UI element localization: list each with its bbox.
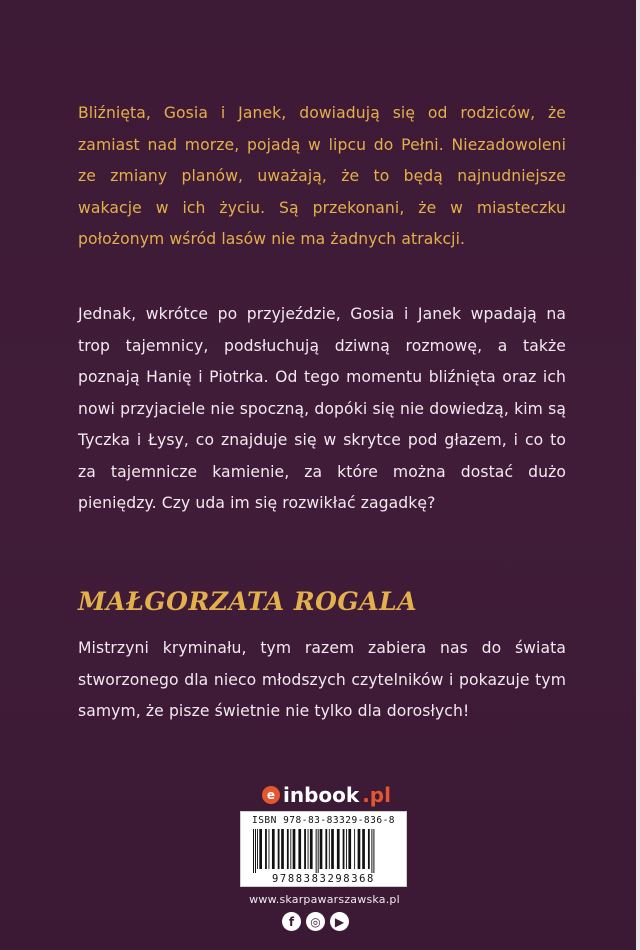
isbn-label: ISBN 978-83-83329-836-8 — [251, 815, 396, 826]
barcode-bar — [346, 829, 347, 869]
isbn-barcode — [240, 811, 407, 887]
publisher-logo-icon: e — [262, 786, 280, 804]
barcode-bar — [290, 829, 291, 869]
barcode-bar — [371, 829, 372, 873]
barcode-bar — [310, 829, 313, 869]
barcode-bar — [331, 829, 334, 869]
barcode-bar — [325, 829, 327, 869]
barcode-bar — [362, 829, 365, 869]
author-name: MAŁGORZATA ROGALA — [78, 587, 418, 616]
social-icons — [282, 912, 349, 931]
barcode-bar — [259, 829, 262, 869]
publisher-website: www.skarpawarszawska.pl — [249, 893, 400, 906]
barcode-bar — [308, 829, 309, 869]
barcode-bar — [337, 829, 340, 869]
barcode-bar — [320, 829, 323, 869]
publisher-logo-text: inbook — [283, 783, 360, 807]
barcode-bar — [287, 829, 289, 869]
barcode-bar — [298, 829, 301, 869]
barcode-bar — [278, 829, 280, 869]
blurb-intro-paragraph: Bliźnięta, Gosia i Janek, dowiadują się od rodziców, że zamiast nad morze, pojadą w lipcu do Pełni. Niezadowoleni ze zmiany planów, uważają, że to będą najnudniejsze wakacje w ich życiu. Są przekonani, że w miasteczku położonym wśród lasów nie ma żadnych atrakcji. — [78, 104, 566, 248]
instagram-icon[interactable]: ◎ — [306, 912, 325, 931]
barcode-bar — [354, 829, 355, 869]
barcode-bar — [318, 829, 319, 873]
facebook-icon[interactable]: f — [282, 912, 301, 931]
barcode-bar — [373, 829, 374, 873]
barcode-bar — [265, 829, 267, 869]
author-description: Mistrzyni kryminału, tym razem zabiera nas do świata stworzonego dla nieco młodszych czytelników i pokazuje tym samym, że pisze świetnie nie tylko dla dorosłych! — [78, 639, 566, 720]
barcode-bar — [253, 829, 254, 873]
blurb-plot-paragraph: Jednak, wkrótce po przyjeździe, Gosia i Janek wpadają na trop tajemnicy, podsłuchują dziwną rozmowę, a także poznają Hanię i Piotrka. Od tego momentu bliźnięta oraz ich nowi przyjaciele nie spoczną, dopóki się nie dowiedzą, kim są Tyczka i Łysy, co znajduje się w skrytce pod głazem, i co to za tajemnicze kamienie, za które można dostać dużo pieniędzy. Czy uda im się rozwikłać zagadkę? — [78, 305, 566, 512]
publisher-logo — [262, 783, 391, 807]
barcode-bar — [257, 829, 258, 869]
barcode-bar — [269, 829, 270, 869]
scan-edge — [636, 0, 640, 950]
barcode-bar — [293, 829, 296, 869]
barcode-bar — [304, 829, 306, 869]
barcode-bar — [272, 829, 275, 869]
barcode-bar — [343, 829, 345, 869]
barcode-bar — [255, 829, 256, 873]
barcode-bar — [358, 829, 361, 869]
barcode-bars — [251, 829, 396, 873]
barcode-bar — [329, 829, 330, 869]
youtube-icon[interactable]: ▶ — [330, 912, 349, 931]
barcode-bar — [281, 829, 284, 869]
barcode-bar — [316, 829, 317, 873]
barcode-bar — [368, 829, 370, 869]
publisher-logo-suffix: .pl — [362, 783, 391, 807]
barcode-digits: 9788383298368 — [272, 873, 375, 885]
barcode-bar — [348, 829, 351, 869]
